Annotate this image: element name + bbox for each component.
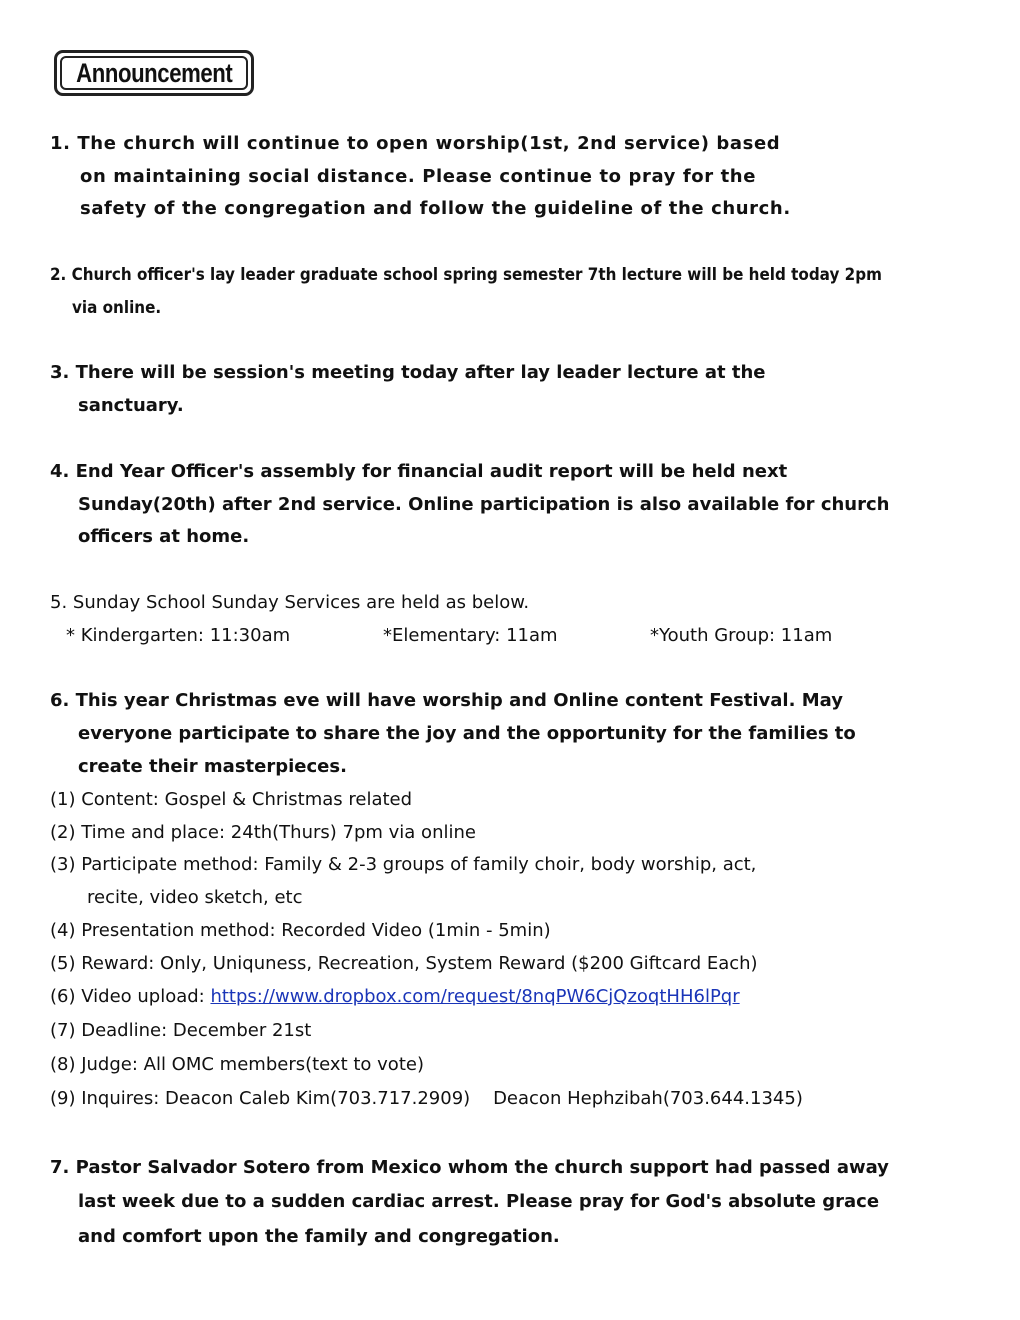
item-1-line-3: safety of the congregation and follow the guideline of the church. xyxy=(80,198,791,219)
item-7-line-3: and comfort upon the family and congregation. xyxy=(78,1226,560,1247)
item-1-line-2: on maintaining social distance. Please continue to pray for the xyxy=(80,166,757,187)
item-7-line-1: 7. Pastor Salvador Sotero from Mexico whom the church support had passed away xyxy=(50,1157,889,1178)
item-6-line-3: create their masterpieces. xyxy=(78,756,347,777)
festival-participate-method-cont: recite, video sketch, etc xyxy=(87,887,303,908)
dropbox-upload-link[interactable]: https://www.dropbox.com/request/8nqPW6CjQzoqtHH6lPqr xyxy=(210,986,740,1007)
item-2-line-2: via online. xyxy=(72,298,162,317)
item-3-line-1: 3. There will be session's meeting today after lay leader lecture at the xyxy=(50,362,766,383)
kindergarten-time: * Kindergarten: 11:30am xyxy=(66,625,291,646)
item-6-line-2: everyone participate to share the joy and the opportunity for the families to xyxy=(78,723,856,744)
festival-judge: (8) Judge: All OMC members(text to vote) xyxy=(50,1054,424,1075)
youth-group-time: *Youth Group: 11am xyxy=(650,625,833,646)
page-title: Announcement xyxy=(60,56,248,90)
sunday-school-schedule xyxy=(0,625,1020,647)
item-4-line-3: officers at home. xyxy=(78,526,250,547)
festival-inquires: (9) Inquires: Deacon Caleb Kim(703.717.2909) Deacon Hephzibah(703.644.1345) xyxy=(50,1088,803,1109)
festival-participate-method: (3) Participate method: Family & 2-3 groups of family choir, body worship, act, xyxy=(50,854,757,875)
item-1-line-1: 1. The church will continue to open worship(1st, 2nd service) based xyxy=(50,133,781,154)
festival-video-upload xyxy=(50,986,740,1008)
item-4-line-1: 4. End Year Officer's assembly for financial audit report will be held next xyxy=(50,461,788,482)
festival-deadline: (7) Deadline: December 21st xyxy=(50,1020,312,1041)
item-5-line-1: 5. Sunday School Sunday Services are held as below. xyxy=(50,592,530,613)
item-7-line-2: last week due to a sudden cardiac arrest. Please pray for God's absolute grace xyxy=(78,1191,880,1212)
item-4-line-2: Sunday(20th) after 2nd service. Online participation is also available for church xyxy=(78,494,890,515)
item-3-line-2: sanctuary. xyxy=(78,395,184,416)
item-2-line-1: 2. Church officer's lay leader graduate school spring semester 7th lecture will be held today 2pm xyxy=(50,265,882,284)
festival-presentation-method: (4) Presentation method: Recorded Video (1min - 5min) xyxy=(50,920,551,941)
festival-reward: (5) Reward: Only, Uniquness, Recreation, System Reward ($200 Giftcard Each) xyxy=(50,953,758,974)
item-6-line-1: 6. This year Christmas eve will have worship and Online content Festival. May xyxy=(50,690,843,711)
festival-time-place: (2) Time and place: 24th(Thurs) 7pm via online xyxy=(50,822,476,843)
elementary-time: *Elementary: 11am xyxy=(383,625,558,646)
announcement-title-box xyxy=(54,50,254,96)
festival-content: (1) Content: Gospel & Christmas related xyxy=(50,789,413,810)
video-upload-label: (6) Video upload: xyxy=(50,986,211,1007)
